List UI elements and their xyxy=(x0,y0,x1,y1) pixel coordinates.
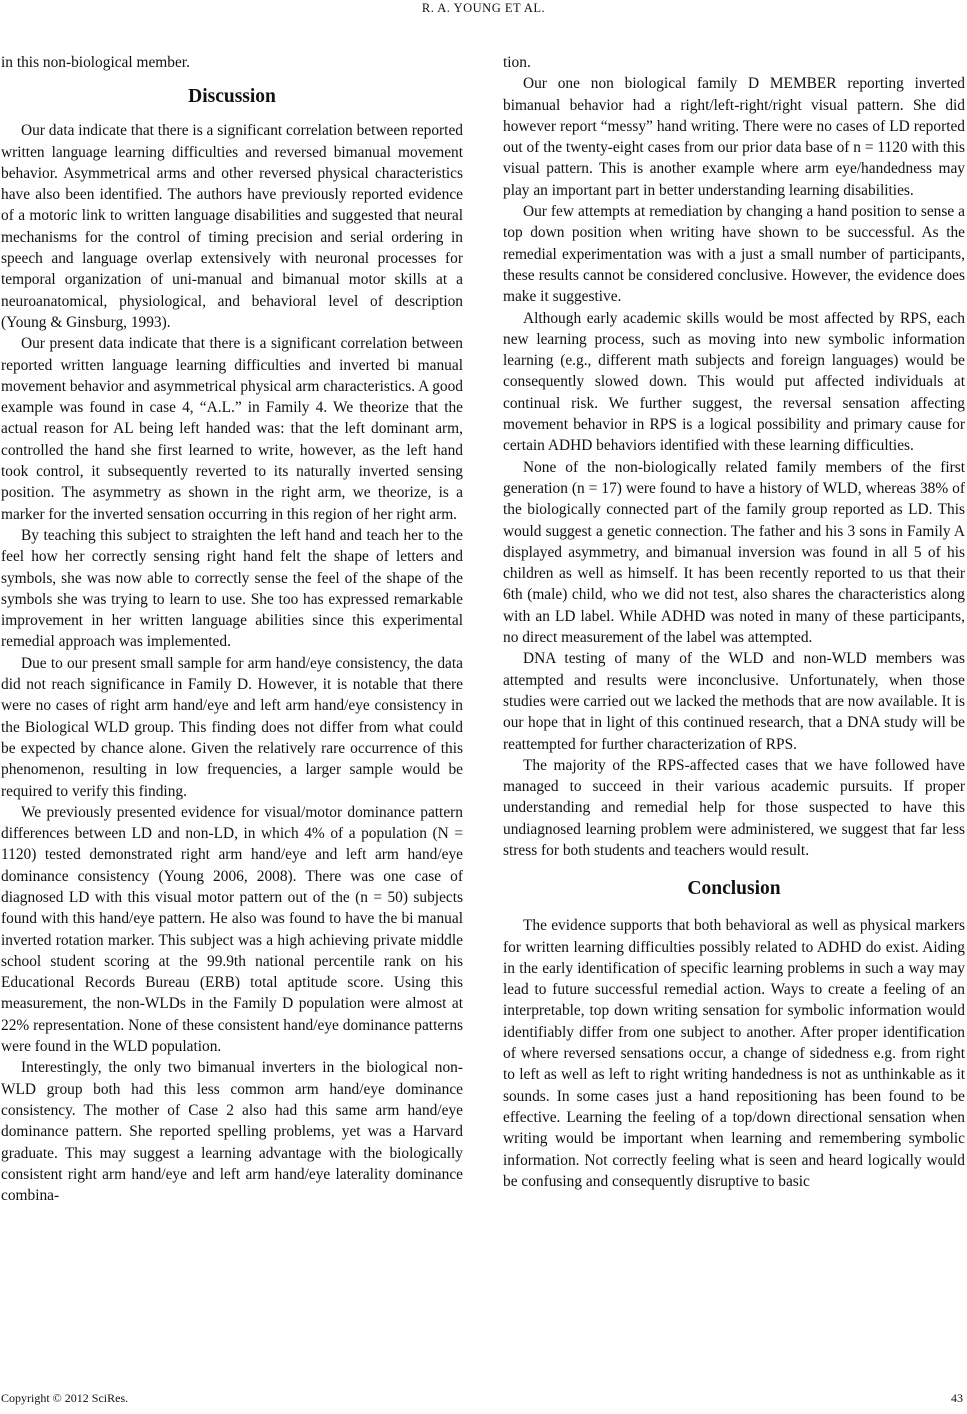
paragraph: Our present data indicate that there is a significant correlation between reported written language learning difficulties and inverted bi manual movement behavior and asymmetrical physical arm characteristics. A good example was found in case 4, “A.L.” in Family 4. We theorize that the actual reason for AL being left handed was: that the left dominant arm, controlled the hand she first learned to write, however, as the left hand took control, it subsequently reverted to its naturally inverted sensing position. The asymmetry as shown in the right arm, we theorize, is a marker for the inverted sensation occurring in this region of her right arm. xyxy=(1,335,463,523)
paragraph: By teaching this subject to straighten the left hand and teach her to the feel how her correctly sensing right hand felt the shape of letters and symbols, she was now able to correctly sense the feel of the shape of the symbols she was trying to learn to use. She too has expressed remarkable improvement in her written language abilities since this experimental remedial approach was implemented. xyxy=(1,526,463,651)
page-number: 43 xyxy=(951,1391,963,1405)
paragraph: The evidence supports that both behavioral as well as physical markers for written learning difficulties possibly related to ADHD do exist. Aiding in the early identification of specific learning problems in such a way may lead to future successful remedial action. Ways to create a feeling of an interpretable, top down writing sensation for symbolic information would identifiably differ from one subject to another. After proper identification of where reversed sensations occur, a change of sidedness e.g. from right to left as well as left to right writing handedness is not as unthinkable as it sounds. In some cases just a hand repositioning has been found to be effective. Learning the feeling of a top/down directional sensation when writing would be important when learning and remembering symbolic information. Not correctly feeling what is seen and heard logically would be confusing and consequently disruptive to basic xyxy=(503,917,965,1190)
left-column xyxy=(1,52,463,1206)
running-head: R. A. YOUNG ET AL. xyxy=(421,1,546,15)
paragraph: The majority of the RPS-affected cases that we have followed have managed to succeed in their various academic pursuits. If proper understanding and remedial help for those suspected to have this undiagnosed learning problem were administered, we suggest that far less stress for both students and teachers would result. xyxy=(503,756,965,859)
section-heading-discussion: Discussion xyxy=(188,86,276,108)
section-heading-conclusion: Conclusion xyxy=(687,878,781,900)
right-column xyxy=(503,52,965,1192)
paragraph: DNA testing of many of the WLD and non-WLD members was attempted and results were inconclusive. Unfortunately, when those studies were carried out we lacked the methods that are now available. It is our hope that in light of this continued research, that a DNA study will be reattempted for further characterization of RPS. xyxy=(503,650,965,753)
paragraph-continuation: tion. xyxy=(503,54,531,71)
paragraph: We previously presented evidence for visual/motor dominance pattern differences between LD and non-LD, in which 4% of a population (N = 1120) tested demonstrated right arm hand/eye and left arm hand/eye dominance consistency (Young 2006, 2008). There was one case of diagnosed LD with this visual motor pattern out of the (n = 50) subjects found with this hand/eye pattern. He also was found to have the bi manual inverted rotation marker. This subject was a high achieving private middle school student scoring at the 99.9th national percentile rank on his Educational Records Bureau (ERB) total aptitude score. Using this measurement, the non-WLDs in the Family D population were almost at 22% representation. None of these consistent hand/eye dominance patterns were found in the WLD population. xyxy=(1,803,463,1056)
paragraph-continuation: in this non-biological member. xyxy=(1,54,190,71)
paragraph: Although early academic skills would be most affected by RPS, each new learning process, such as moving into new symbolic information learning (e.g., different math subjects and foreign languages) would be consequently slowed down. This would put affected individuals at continual risk. We further suggest, the reversal sensation affecting movement behavior in RPS is a logical possibility and primary cause for certain ADHD behaviors identified with these learning difficulties. xyxy=(503,309,965,455)
paragraph: Our one non biological family D MEMBER reporting inverted bimanual behavior had a right/left-right/right visual pattern. She did however report “messy” hand writing. There were no cases of LD reported out of the twenty-eight cases from our prior data base of n = 1120 with this visual pattern. This is another example where arm eye/handedness may play an important part in better understanding learning disabilities. xyxy=(503,75,965,199)
paragraph: Due to our present small sample for arm hand/eye consistency, the data did not reach significance in Family D. However, it is notable that there were no cases of right arm hand/eye and left arm hand/eye consistency in the Biological WLD group. This finding does not differ from what could be expected by chance alone. Given the relatively rare occurrence of this phenomenon, resulting in low frequencies, a larger sample would be required to verify this finding. xyxy=(1,654,463,800)
paragraph: Our data indicate that there is a significant correlation between reported written language learning difficulties and reversed bimanual movement behavior. Asymmetrical arms and other reversed physical characteristics have also been identified. The authors have previously reported evidence of a motoric link to written language disabilities and suggested that neural mechanisms for the control of timing precision and serial ordering in speech and language overlap extensively with neuronal processes for temporal organization of uni-manual and bimanual motor skills at a neuroanatomical, physiological, and behavioral level of description (Young & Ginsburg, 1993). xyxy=(1,122,463,331)
copyright-notice: Copyright © 2012 SciRes. xyxy=(1,1391,129,1405)
paragraph: Our few attempts at remediation by changing a hand position to sense a top down position when writing have shown to be successful. As the remedial experimentation was with a just a small number of participants, these results cannot be considered conclusive. However, the evidence does make it suggestive. xyxy=(503,203,965,306)
paragraph: None of the non-biologically related family members of the first generation (n = 17) were found to have a history of WLD, whereas 38% of the biologically connected part of the family group reported as LD. This would suggest a genetic connection. The father and his 3 sons in Family A displayed asymmetry, and bimanual inversion was found in all 5 of his children as well as himself. It has been recently reported to us that their 6th (male) child, who we did not test, also shares the characteristics along with an LD label. While ADHD was noted in many of these participants, no direct measurement of the label was attempted. xyxy=(503,458,965,647)
paragraph: Interestingly, the only two bimanual inverters in the biological non-WLD group both had this less common arm hand/eye dominance consistency. The mother of Case 2 also had this same arm hand/eye dominance pattern. She reported spelling problems, yet was a Harvard graduate. This may suggest a learning advantage with the biologically consistent right arm hand/eye and left arm hand/eye laterality dominance combina- xyxy=(1,1059,463,1205)
